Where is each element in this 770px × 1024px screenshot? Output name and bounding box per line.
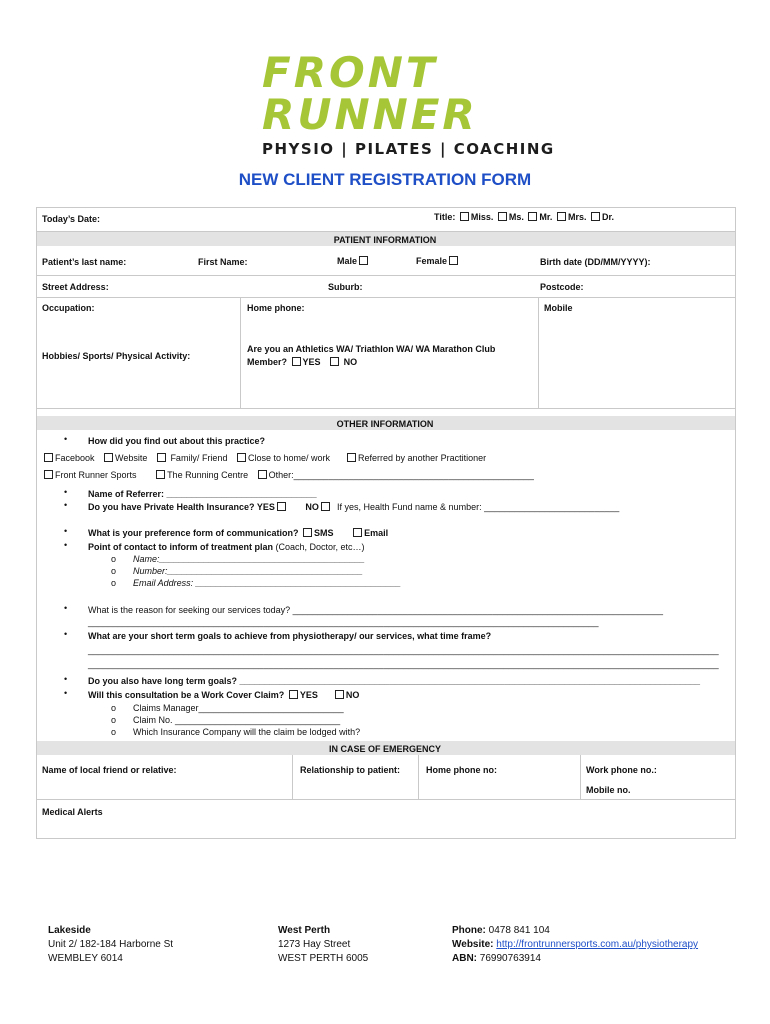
- title-mrs: Mrs.: [567, 212, 587, 222]
- logo-line-front: FRONT: [262, 48, 438, 97]
- sub-bullet: o: [111, 727, 117, 737]
- male-label: Male: [337, 256, 358, 266]
- bullet: •: [64, 674, 68, 684]
- title-mrs-checkbox[interactable]: [557, 212, 566, 221]
- facebook-label: Facebook: [55, 453, 95, 463]
- title-mr: Mr.: [539, 212, 553, 222]
- divider: [36, 799, 735, 800]
- goals-line1: ______________________________________________________________________________________________________________________________: [88, 645, 719, 655]
- club-no-checkbox[interactable]: [330, 357, 339, 366]
- title-ms: Ms.: [508, 212, 524, 222]
- sub-bullet: o: [111, 715, 117, 725]
- female-label: Female: [416, 256, 448, 266]
- first-name-label: First Name:: [198, 257, 248, 267]
- source-options-row1: [42, 453, 486, 463]
- divider: [240, 297, 241, 408]
- private-health-yes-checkbox[interactable]: [277, 502, 286, 511]
- claims-manager-field: Claims Manager_____________________________: [133, 703, 344, 713]
- bullet: •: [64, 526, 68, 536]
- phone-line: [452, 924, 698, 938]
- referred-label: Referred by another Practitioner: [358, 453, 487, 463]
- claim-number-field: Claim No. _________________________________: [133, 715, 341, 725]
- divider: [36, 275, 735, 276]
- referred-checkbox[interactable]: [347, 453, 356, 462]
- club-yes-label: YES: [302, 357, 321, 367]
- club-member-label: Member?: [247, 357, 288, 367]
- goals-question: What are your short term goals to achieve from physiotherapy/ our services, what time frame?: [88, 631, 492, 641]
- divider: [292, 755, 293, 799]
- reason-question: What is the reason for seeking our services today? __________________________________________________________________________: [88, 605, 663, 615]
- work-cover-no-label: NO: [345, 690, 360, 700]
- point-of-contact-hint: (Coach, Doctor, etc…): [275, 542, 365, 552]
- female-option: [416, 256, 460, 266]
- postcode-label: Postcode:: [540, 282, 584, 292]
- other-checkbox[interactable]: [258, 470, 267, 479]
- long-term-goals-question: Do you also have long term goals? ____________________________________________________________________________________________: [88, 676, 701, 686]
- website-label-footer: Website:: [452, 939, 494, 950]
- bullet: •: [64, 500, 68, 510]
- phone-value: 0478 841 104: [488, 925, 550, 936]
- west-perth-address-line1: 1273 Hay Street: [278, 939, 351, 950]
- private-health-no-label: NO: [305, 502, 319, 512]
- work-cover-no-checkbox[interactable]: [335, 690, 344, 699]
- lakeside-address-line1: Unit 2/ 182-184 Harborne St: [48, 939, 174, 950]
- contact-email-field: Email Address: _________________________________________: [133, 578, 401, 588]
- divider: [36, 231, 735, 232]
- sub-bullet: o: [111, 703, 117, 713]
- contact-name-field: Name:_________________________________________: [133, 554, 365, 564]
- title-ms-checkbox[interactable]: [498, 212, 507, 221]
- how-found-question: How did you find out about this practice?: [88, 436, 265, 446]
- west-perth-name: West Perth: [278, 925, 331, 936]
- club-yes-checkbox[interactable]: [292, 357, 301, 366]
- point-of-contact-label: Point of contact to inform of treatment plan: [88, 542, 273, 552]
- emergency-work-phone-label: Work phone no.:: [586, 765, 657, 775]
- communication-question: [88, 528, 388, 538]
- work-cover-yes-checkbox[interactable]: [289, 690, 298, 699]
- divider: [538, 297, 539, 408]
- family-friend-checkbox[interactable]: [157, 453, 166, 462]
- street-label: Street Address:: [42, 282, 109, 292]
- running-centre-checkbox[interactable]: [156, 470, 165, 479]
- footer-west-perth: [278, 924, 368, 966]
- insurance-company-question: Which Insurance Company will the claim be lodged with?: [133, 727, 361, 737]
- work-cover-question: [88, 690, 359, 700]
- private-health-label: Do you have Private Health Insurance? YES: [88, 502, 275, 512]
- male-checkbox[interactable]: [359, 256, 368, 265]
- sms-checkbox[interactable]: [303, 528, 312, 537]
- close-to-home-label: Close to home/ work: [247, 453, 331, 463]
- home-phone-label: Home phone:: [247, 303, 305, 313]
- title-miss-checkbox[interactable]: [460, 212, 469, 221]
- website-line: [452, 938, 698, 952]
- logo-line-runner: RUNNER: [262, 90, 478, 139]
- male-option: [337, 256, 370, 266]
- last-name-label: Patient’s last name:: [42, 257, 127, 267]
- abn-line: [452, 952, 698, 966]
- title-dr-checkbox[interactable]: [591, 212, 600, 221]
- emergency-mobile-label: Mobile no.: [586, 785, 631, 795]
- running-centre-label: The Running Centre: [167, 470, 249, 480]
- bullet: •: [64, 434, 68, 444]
- bullet: •: [64, 688, 68, 698]
- form-title: NEW CLIENT REGISTRATION FORM: [238, 170, 532, 189]
- lakeside-name: Lakeside: [48, 925, 91, 936]
- phone-label: Phone:: [452, 925, 486, 936]
- title-dr: Dr.: [601, 212, 614, 222]
- communication-label: What is your preference form of communication?: [88, 528, 299, 538]
- family-friend-label: Family/ Friend: [170, 453, 228, 463]
- divider: [418, 755, 419, 799]
- sub-bullet: o: [111, 554, 117, 564]
- title-options: [434, 212, 614, 222]
- other-info-heading: OTHER INFORMATION: [336, 419, 434, 429]
- club-no-label: NO: [343, 357, 358, 367]
- medical-alerts-label: Medical Alerts: [42, 807, 103, 817]
- bullet: •: [64, 603, 68, 613]
- website-link[interactable]: http://frontrunnersports.com.au/physiotherapy: [496, 939, 699, 950]
- bullet: •: [64, 629, 68, 639]
- logo-tagline: PHYSIO | PILATES | COACHING: [262, 140, 555, 158]
- website-label: Website: [115, 453, 148, 463]
- occupation-label: Occupation:: [42, 303, 95, 313]
- relationship-label: Relationship to patient:: [300, 765, 400, 775]
- other-label: Other:________________________________________________: [268, 470, 534, 480]
- lakeside-address-line2: WEMBLEY 6014: [48, 953, 123, 964]
- footer-lakeside: [48, 924, 173, 966]
- close-to-home-checkbox[interactable]: [237, 453, 246, 462]
- contact-number-field: Number:_______________________________________: [133, 566, 363, 576]
- front-runner-sports-label: Front Runner Sports: [55, 470, 137, 480]
- point-of-contact: [88, 542, 365, 552]
- abn-label: ABN:: [452, 953, 477, 964]
- email-label: Email: [364, 528, 389, 538]
- bullet: •: [64, 487, 68, 497]
- emergency-heading: IN CASE OF EMERGENCY: [328, 744, 441, 754]
- sms-label: SMS: [314, 528, 334, 538]
- work-cover-label: Will this consultation be a Work Cover Claim?: [88, 690, 285, 700]
- goals-line2: ______________________________________________________________________________________________________________________________: [88, 659, 719, 669]
- private-health-no-checkbox[interactable]: [321, 502, 330, 511]
- referrer-field: Name of Referrer: ______________________________: [88, 489, 317, 499]
- female-checkbox[interactable]: [449, 256, 458, 265]
- health-fund-field: If yes, Health Fund name & number: ___________________________: [337, 502, 620, 512]
- email-checkbox[interactable]: [353, 528, 362, 537]
- footer-contact: [452, 924, 698, 966]
- sub-bullet: o: [111, 578, 117, 588]
- bullet: •: [64, 540, 68, 550]
- divider: [36, 297, 735, 298]
- mobile-label: Mobile: [544, 303, 573, 313]
- suburb-label: Suburb:: [328, 282, 363, 292]
- front-runner-sports-checkbox[interactable]: [44, 470, 53, 479]
- title-mr-checkbox[interactable]: [528, 212, 537, 221]
- abn-value: 76990763914: [479, 953, 541, 964]
- work-cover-yes-label: YES: [299, 690, 318, 700]
- patient-info-heading: PATIENT INFORMATION: [333, 235, 437, 245]
- birth-date-label: Birth date (DD/MM/YYYY):: [540, 257, 651, 267]
- friend-relative-label: Name of local friend or relative:: [42, 765, 177, 775]
- divider: [580, 755, 581, 799]
- west-perth-address-line2: WEST PERTH 6005: [278, 953, 369, 964]
- hobbies-label: Hobbies/ Sports/ Physical Activity:: [42, 351, 191, 361]
- reason-line2: ______________________________________________________________________________________________________: [88, 617, 599, 627]
- private-health-question: [88, 502, 332, 512]
- website-checkbox[interactable]: [104, 453, 113, 462]
- sub-bullet: o: [111, 566, 117, 576]
- title-label: Title:: [434, 212, 456, 222]
- emergency-home-phone-label: Home phone no:: [426, 765, 497, 775]
- facebook-checkbox[interactable]: [44, 453, 53, 462]
- club-question-line2: [247, 357, 357, 367]
- source-options-row2: [42, 470, 534, 480]
- divider: [36, 408, 735, 409]
- todays-date-label: Today’s Date:: [42, 214, 101, 224]
- title-miss: Miss.: [470, 212, 494, 222]
- club-question-line1: Are you an Athletics WA/ Triathlon WA/ WA Marathon Club: [247, 344, 496, 354]
